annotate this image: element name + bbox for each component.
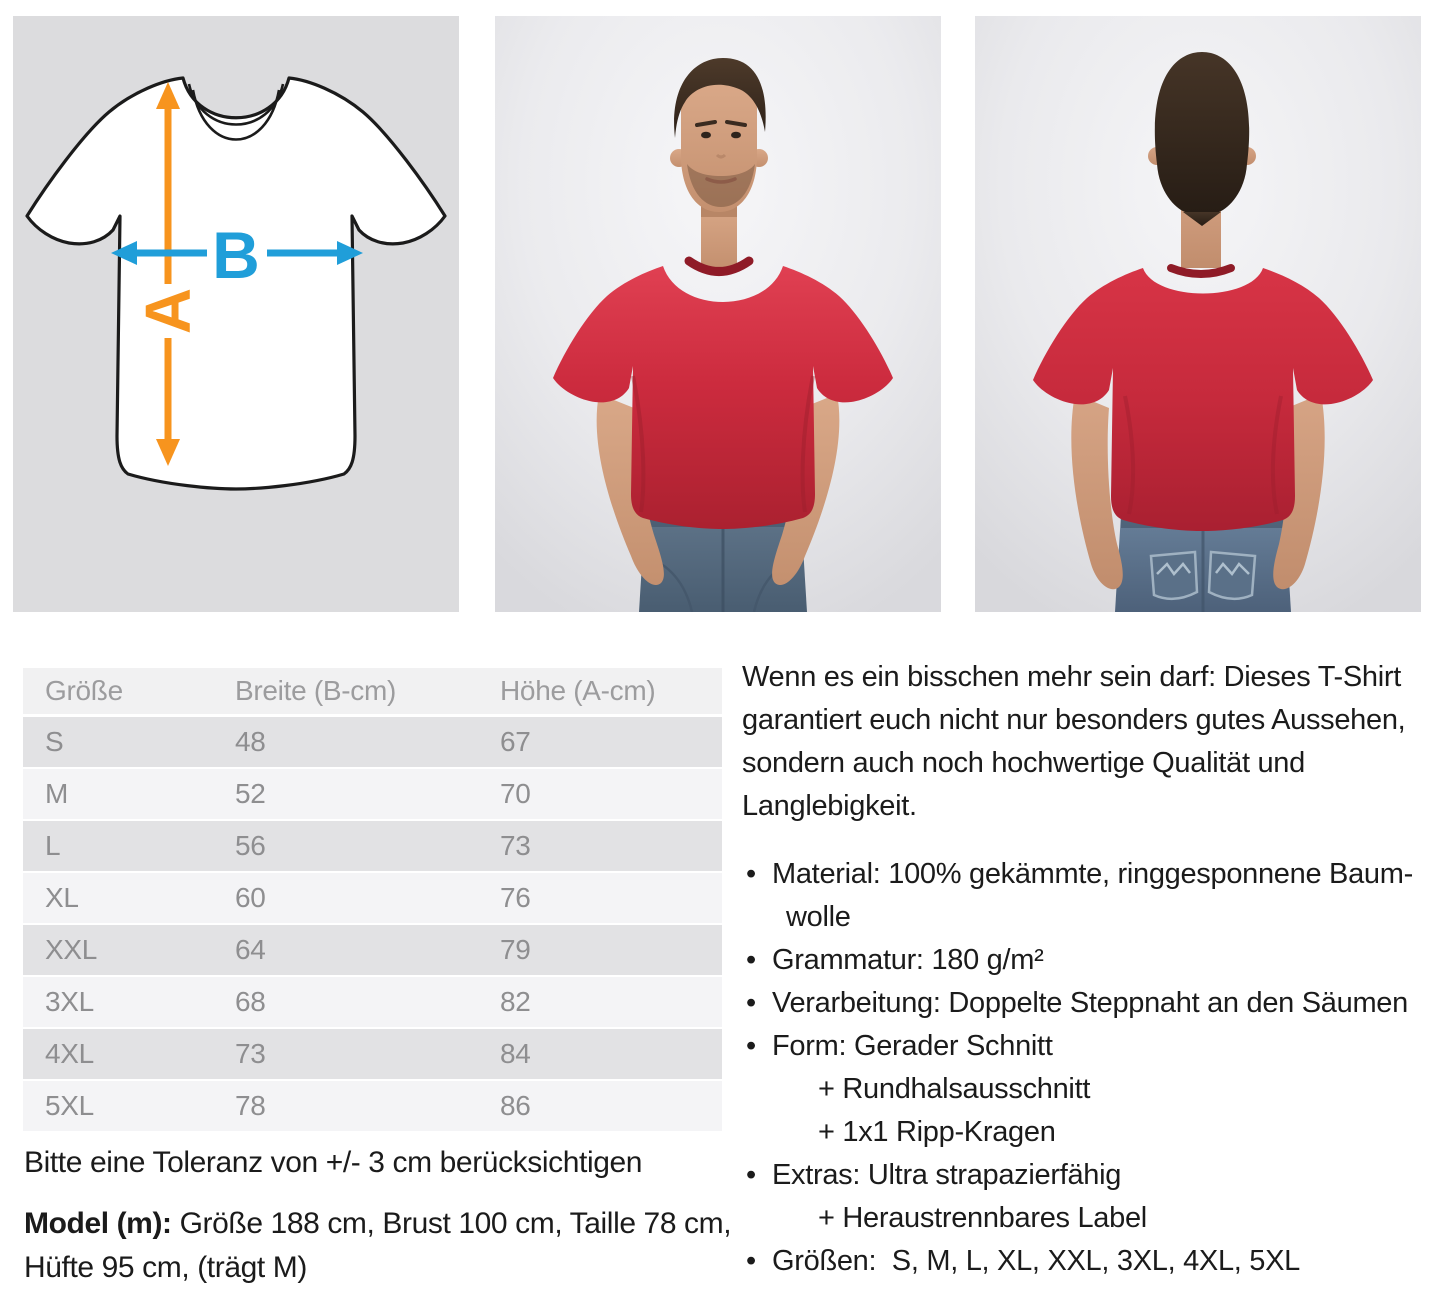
header-height: Höhe (A-cm) bbox=[500, 675, 656, 706]
cell-size: S bbox=[45, 726, 64, 757]
bullet-icon: • bbox=[746, 858, 756, 890]
cell-width: 48 bbox=[235, 726, 266, 757]
feature-form-sub: + 1x1 Ripp-Kragen bbox=[818, 1116, 1056, 1148]
table-row bbox=[23, 821, 722, 871]
cell-width: 60 bbox=[235, 882, 266, 913]
size-diagram-panel bbox=[13, 16, 459, 612]
cell-size: M bbox=[45, 778, 69, 809]
feature-grammage: Grammatur: 180 g/m² bbox=[772, 944, 1044, 976]
list-item bbox=[742, 1025, 1435, 1068]
label-a: A bbox=[132, 287, 204, 335]
table-row bbox=[23, 717, 722, 767]
cell-size: XXL bbox=[45, 934, 98, 965]
feature-list bbox=[742, 853, 1435, 1283]
cell-width: 64 bbox=[235, 934, 266, 965]
table-row bbox=[23, 769, 722, 819]
description-intro bbox=[742, 656, 1435, 828]
cell-height: 70 bbox=[500, 778, 531, 809]
model-label: Model (m): bbox=[24, 1207, 172, 1240]
cell-height: 86 bbox=[500, 1090, 531, 1121]
header-width: Breite (B-cm) bbox=[235, 675, 396, 706]
cell-width: 73 bbox=[235, 1038, 266, 1069]
intro-line: sondern auch noch hochwertige Qualität und bbox=[742, 747, 1305, 779]
feature-form-sub: + Rundhalsausschnitt bbox=[818, 1073, 1091, 1105]
intro-line: garantiert euch nicht nur besonders gutes Aussehen, bbox=[742, 704, 1406, 736]
cell-height: 82 bbox=[500, 986, 531, 1017]
cell-size: 3XL bbox=[45, 986, 94, 1017]
size-diagram bbox=[13, 16, 459, 612]
tolerance-note: Bitte eine Toleranz von +/- 3 cm berücksichtigen bbox=[24, 1146, 643, 1179]
list-item bbox=[742, 853, 1435, 896]
cell-width: 52 bbox=[235, 778, 266, 809]
size-table bbox=[23, 668, 722, 1133]
product-description bbox=[742, 656, 1435, 1283]
feature-workmanship: Verarbeitung: Doppelte Steppnaht an den Säumen bbox=[772, 987, 1408, 1019]
feature-extras-sub: + Heraustrennbares Label bbox=[818, 1202, 1147, 1234]
photo-back-panel bbox=[975, 16, 1421, 612]
feature-form: Form: Gerader Schnitt bbox=[772, 1030, 1053, 1062]
cell-width: 68 bbox=[235, 986, 266, 1017]
table-row bbox=[23, 977, 722, 1027]
list-item bbox=[742, 982, 1435, 1025]
feature-material: Material: 100% gekämmte, ringgesponnene Baum- bbox=[772, 858, 1413, 890]
model-front-photo bbox=[495, 16, 941, 612]
list-item bbox=[742, 939, 1435, 982]
size-table-header bbox=[23, 668, 722, 714]
cell-height: 73 bbox=[500, 830, 531, 861]
feature-sizes: Größen: S, M, L, XL, XXL, 3XL, 4XL, 5XL bbox=[772, 1245, 1300, 1277]
feature-extras: Extras: Ultra strapazierfähig bbox=[772, 1159, 1122, 1191]
bullet-icon: • bbox=[746, 944, 756, 976]
table-row bbox=[23, 925, 722, 975]
cell-size: 4XL bbox=[45, 1038, 94, 1069]
bullet-icon: • bbox=[746, 1245, 756, 1277]
model-measurements: Größe 188 cm, Brust 100 cm, Taille 78 cm, bbox=[179, 1207, 732, 1240]
cell-width: 78 bbox=[235, 1090, 266, 1121]
cell-height: 67 bbox=[500, 726, 531, 757]
header-size: Größe bbox=[45, 675, 123, 706]
intro-line: Wenn es ein bisschen mehr sein darf: Dieses T-Shirt bbox=[742, 661, 1401, 693]
cell-height: 79 bbox=[500, 934, 531, 965]
cell-size: 5XL bbox=[45, 1090, 94, 1121]
label-b: B bbox=[212, 218, 260, 292]
table-row bbox=[23, 1029, 722, 1079]
list-item bbox=[742, 1154, 1435, 1197]
cell-height: 76 bbox=[500, 882, 531, 913]
cell-size: XL bbox=[45, 882, 79, 913]
bullet-icon: • bbox=[746, 1159, 756, 1191]
table-row bbox=[23, 1081, 722, 1131]
bullet-icon: • bbox=[746, 987, 756, 1019]
cell-height: 84 bbox=[500, 1038, 531, 1069]
list-item bbox=[742, 1240, 1435, 1283]
table-row bbox=[23, 873, 722, 923]
photo-front-panel bbox=[495, 16, 941, 612]
feature-material-cont: wolle bbox=[786, 901, 851, 933]
model-note-line1 bbox=[24, 1202, 734, 1246]
intro-line: Langlebigkeit. bbox=[742, 790, 917, 822]
model-note-line2: Hüfte 95 cm, (trägt M) bbox=[24, 1251, 307, 1284]
model-back-photo bbox=[975, 16, 1421, 612]
bullet-icon: • bbox=[746, 1030, 756, 1062]
cell-size: L bbox=[45, 830, 61, 861]
model-note bbox=[24, 1202, 734, 1290]
cell-width: 56 bbox=[235, 830, 266, 861]
